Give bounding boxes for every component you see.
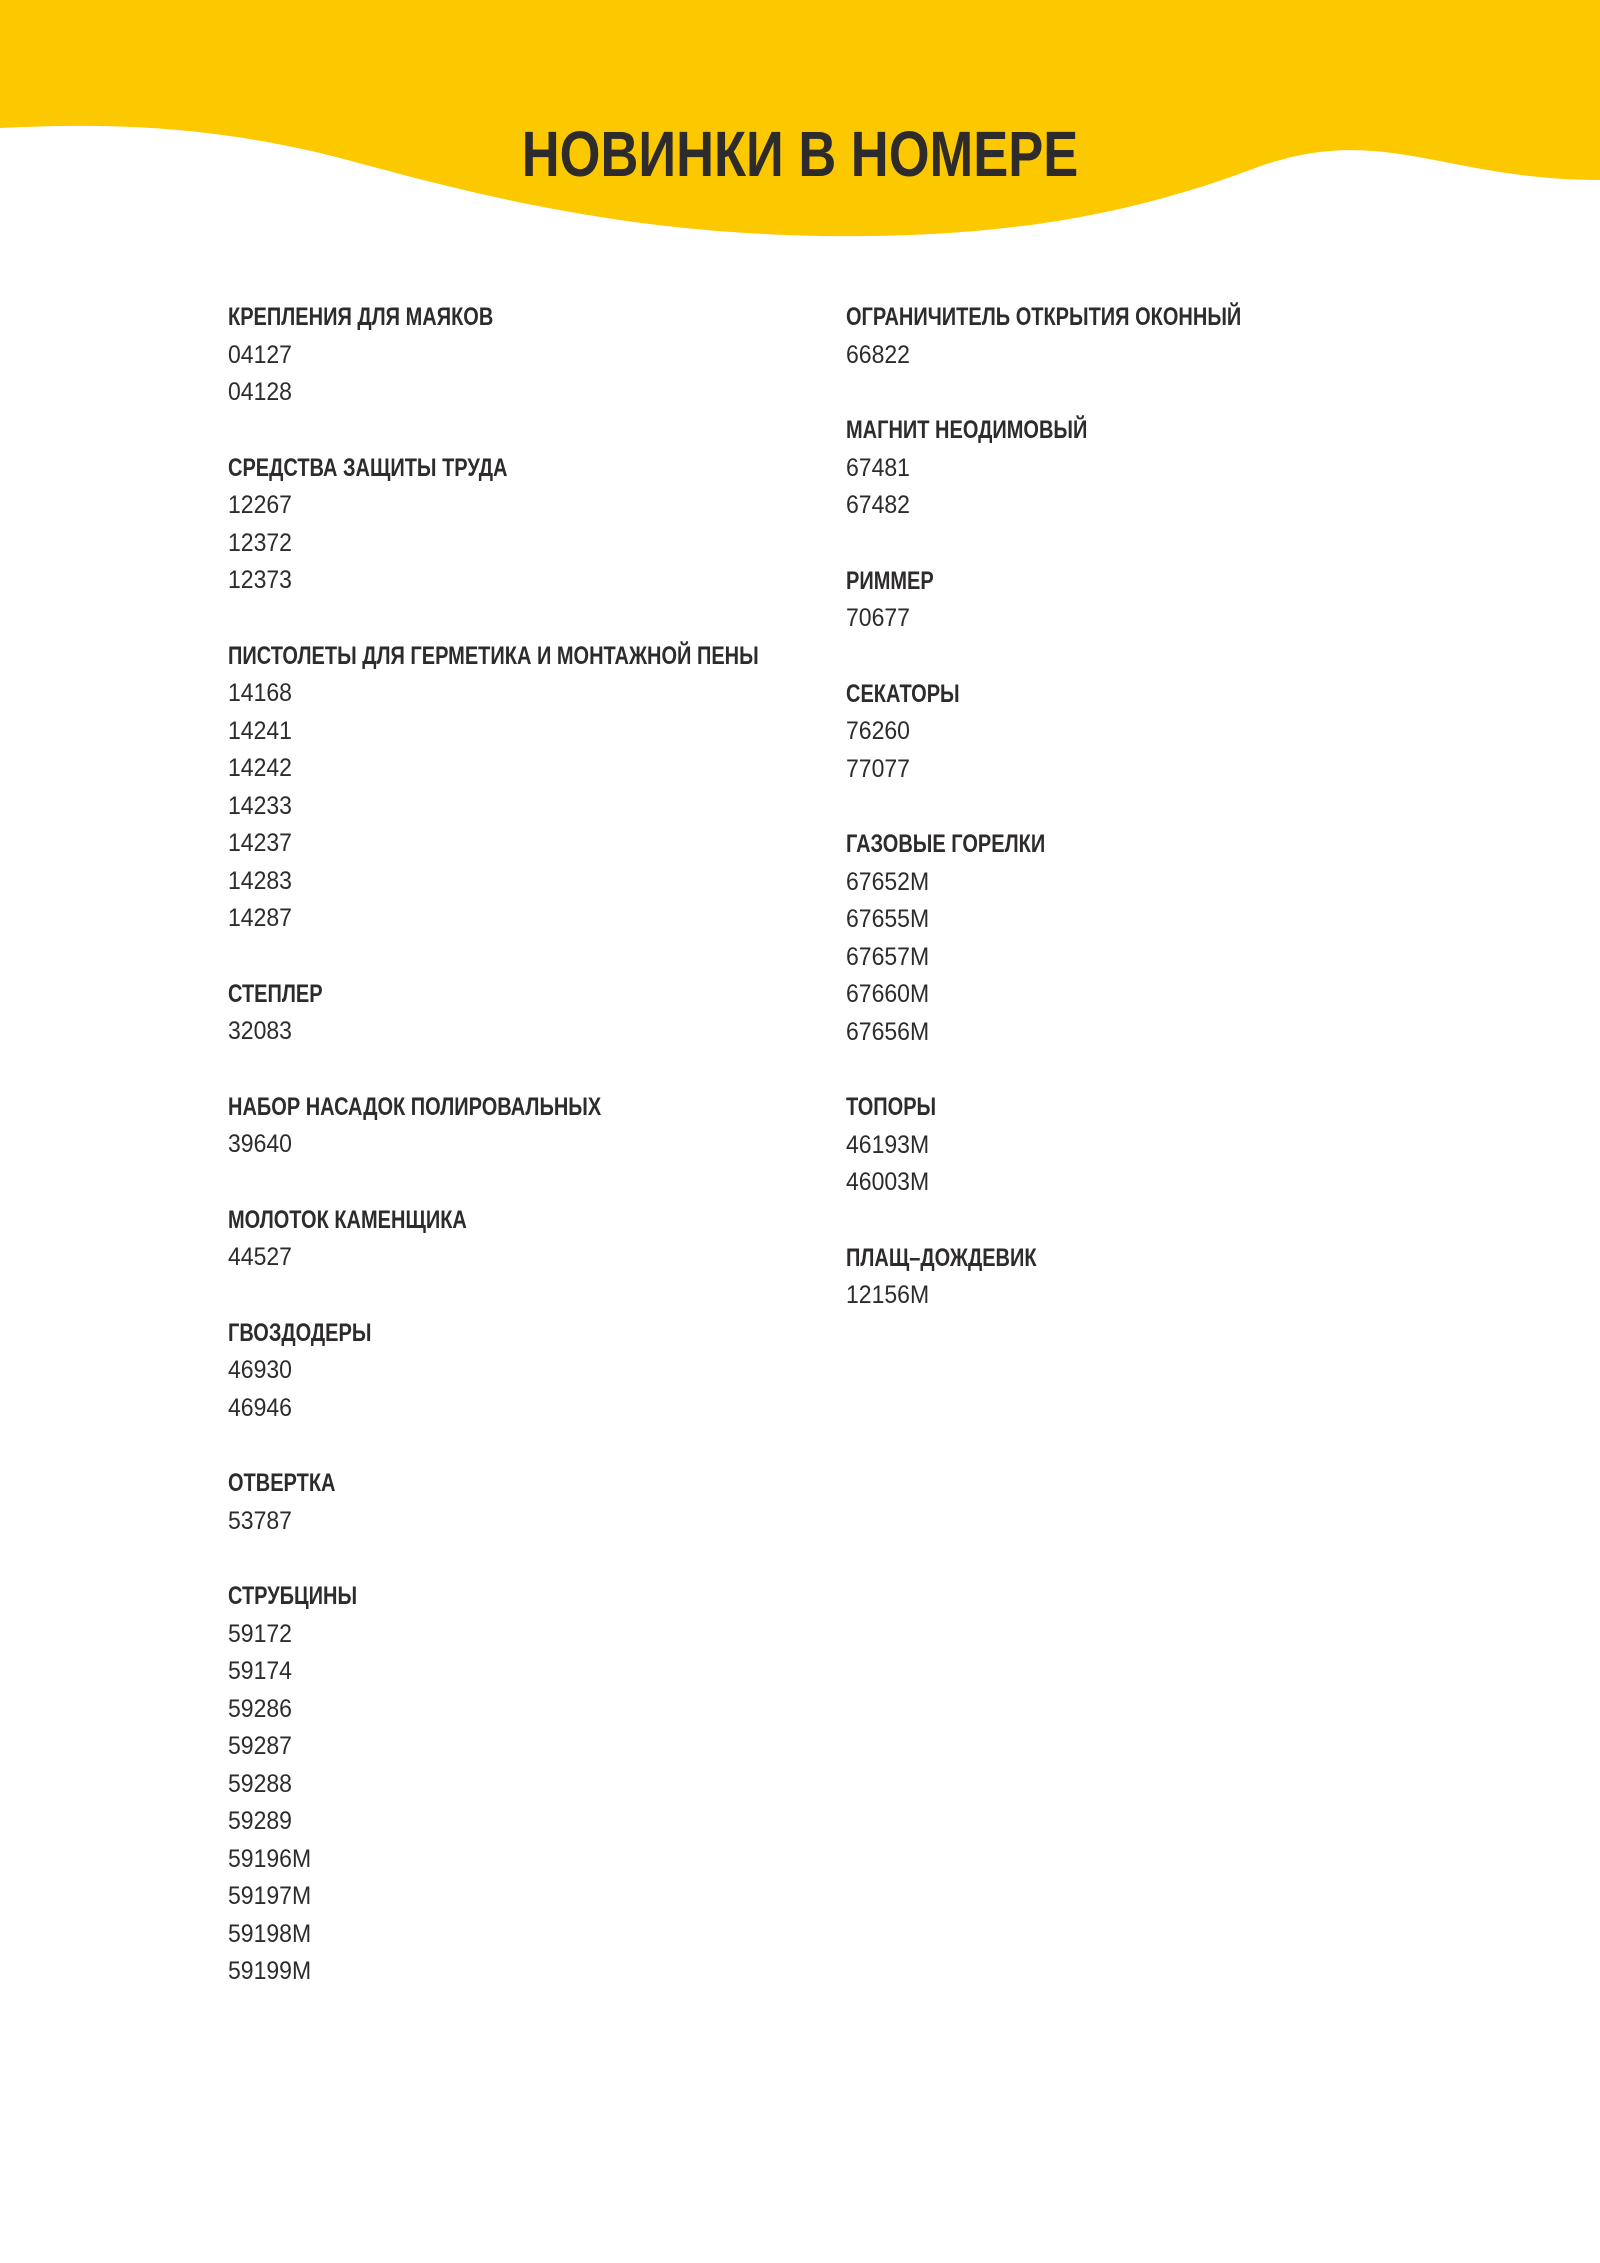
section-title: РИММЕР — [846, 566, 934, 595]
item-code: 59199М — [228, 1957, 312, 1985]
product-section — [846, 412, 1466, 525]
product-section — [228, 299, 848, 412]
item-code: 59287 — [228, 1732, 292, 1760]
item-code: 67652М — [846, 867, 930, 896]
section-title: ПИСТОЛЕТЫ ДЛЯ ГЕРМЕТИКА И МОНТАЖНОЙ ПЕНЫ — [228, 641, 759, 670]
item-code: 67481 — [846, 453, 910, 482]
item-code: 66822 — [846, 340, 910, 369]
section-title: СРЕДСТВА ЗАЩИТЫ ТРУДА — [228, 453, 508, 482]
section-title: ГВОЗДОДЕРЫ — [228, 1318, 372, 1347]
item-code: 59196М — [228, 1844, 312, 1873]
item-code: 12267 — [228, 491, 292, 519]
product-section — [846, 676, 1466, 789]
item-code: 67655М — [846, 905, 930, 933]
item-code: 77077 — [846, 754, 910, 783]
left-column — [228, 299, 848, 2029]
item-code: 14233 — [228, 791, 292, 820]
item-code: 59198М — [228, 1919, 312, 1948]
item-code: 04128 — [228, 378, 292, 406]
item-code: 14283 — [228, 866, 292, 895]
item-code: 53787 — [228, 1506, 292, 1535]
item-code: 46930 — [228, 1356, 292, 1384]
item-code: 32083 — [228, 1017, 292, 1045]
section-title: МАГНИТ НЕОДИМОВЫЙ — [846, 416, 1088, 444]
section-title: СТЕПЛЕР — [228, 979, 323, 1008]
section-title: ПЛАЩ–ДОЖДЕВИК — [846, 1243, 1037, 1272]
item-code: 59174 — [228, 1657, 292, 1685]
product-section — [228, 976, 848, 1051]
product-section — [228, 1465, 848, 1540]
item-code: 59288 — [228, 1769, 292, 1798]
item-code: 46193М — [846, 1130, 930, 1159]
product-section — [846, 1240, 1466, 1315]
page-title: НОВИНКИ В НОМЕРЕ — [521, 118, 1079, 190]
product-section — [846, 563, 1466, 638]
item-code: 14287 — [228, 904, 292, 932]
item-code: 12156М — [846, 1281, 930, 1309]
section-title: ОГРАНИЧИТЕЛЬ ОТКРЫТИЯ ОКОННЫЙ — [846, 303, 1242, 331]
item-code: 14241 — [228, 716, 292, 745]
section-title: КРЕПЛЕНИЯ ДЛЯ МАЯКОВ — [228, 303, 494, 331]
item-code: 44527 — [228, 1243, 292, 1271]
product-section — [228, 450, 848, 600]
item-code: 46946 — [228, 1393, 292, 1422]
item-code: 67482 — [846, 491, 910, 519]
item-code: 67656М — [846, 1017, 930, 1046]
item-code: 14242 — [228, 754, 292, 782]
section-title: МОЛОТОК КАМЕНЩИКА — [228, 1205, 467, 1234]
section-title: ОТВЕРТКА — [228, 1469, 336, 1497]
item-code: 12373 — [228, 566, 292, 594]
item-code: 04127 — [228, 340, 292, 369]
item-code: 59289 — [228, 1807, 292, 1835]
product-section — [846, 826, 1466, 1051]
item-code: 39640 — [228, 1130, 292, 1158]
section-title: СЕКАТОРЫ — [846, 679, 960, 708]
item-code: 67657М — [846, 942, 930, 971]
item-code: 46003М — [846, 1168, 930, 1196]
item-code: 59197М — [228, 1882, 312, 1910]
item-code: 59286 — [228, 1694, 292, 1723]
section-title: СТРУБЦИНЫ — [228, 1582, 358, 1610]
product-section — [846, 299, 1466, 374]
product-section — [228, 1202, 848, 1277]
right-column — [846, 299, 1466, 1353]
item-code: 67660М — [846, 980, 930, 1008]
product-section — [846, 1089, 1466, 1202]
item-code: 70677 — [846, 604, 910, 632]
section-title: ТОПОРЫ — [846, 1093, 937, 1121]
item-code: 76260 — [846, 717, 910, 745]
item-code: 14237 — [228, 829, 292, 857]
section-title: НАБОР НАСАДОК ПОЛИРОВАЛЬНЫХ — [228, 1092, 602, 1121]
product-section — [228, 1089, 848, 1164]
item-code: 14168 — [228, 679, 292, 707]
product-section — [228, 1578, 848, 1991]
item-code: 59172 — [228, 1619, 292, 1648]
section-title: ГАЗОВЫЕ ГОРЕЛКИ — [846, 830, 1046, 858]
product-section — [228, 1315, 848, 1428]
product-section — [228, 638, 848, 938]
item-code: 12372 — [228, 528, 292, 557]
